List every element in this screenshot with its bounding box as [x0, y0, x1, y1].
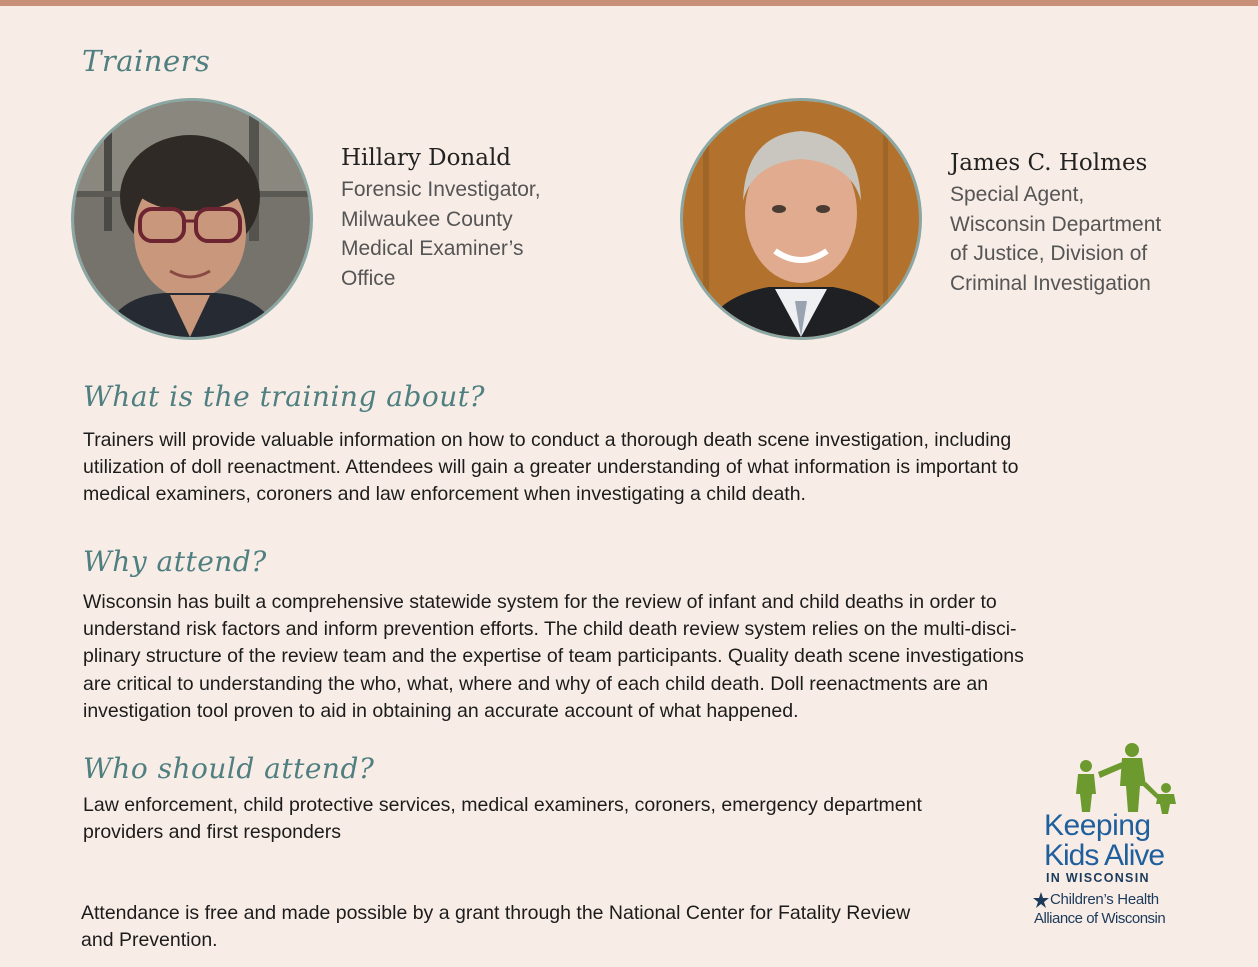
who-should-attend-heading: Who should attend? [83, 752, 375, 785]
paragraph-line: understand risk factors and inform prevention efforts. The child death review system relies on the multi-disci- [83, 618, 1017, 641]
paragraph-line: utilization of doll reenactment. Attendees will gain a greater understanding of what information is important to [83, 456, 1019, 479]
trainer-title-line: Medical Examiner’s [341, 237, 524, 260]
keeping-kids-alive-logo [1028, 742, 1198, 937]
portrait-man-icon [683, 101, 919, 337]
trainer-title-line: Milwaukee County [341, 207, 513, 231]
trainer-title [950, 180, 1161, 298]
attendance-note [81, 900, 910, 954]
logo-line-in-wisconsin: IN WISCONSIN [1046, 871, 1150, 885]
trainer-title-line: of Justice, Division of [950, 242, 1148, 265]
trainer-title [341, 175, 541, 293]
logo-line-childrens-health: Children’s Health [1050, 891, 1159, 908]
paragraph-line: are critical to understanding the who, what, where and why of each child death. Doll reenactments are an [83, 672, 989, 695]
why-attend-heading: Why attend? [83, 545, 267, 578]
logo-line-kids-alive: Kids Alive [1044, 839, 1165, 872]
about-heading: What is the training about? [83, 380, 486, 413]
trainer-title-line: Wisconsin Department [950, 212, 1162, 236]
top-border-rule [0, 0, 1258, 6]
paragraph-line: Law enforcement, child protective services, medical examiners, coroners, emergency department [83, 794, 922, 816]
logo-line-keeping: Keeping [1044, 809, 1151, 842]
paragraph-line: providers and first responders [83, 821, 341, 844]
paragraph-line: Wisconsin has built a comprehensive statewide system for the review of infant and child deaths in order to [83, 591, 997, 613]
who-should-attend-paragraph [83, 792, 922, 846]
paragraph-line: Attendance is free and made possible by a grant through the National Center for Fatality Review [81, 902, 911, 924]
star-figure-icon [1032, 891, 1050, 909]
trainers-heading: Trainers [82, 44, 211, 78]
hillary-donald-photo [71, 98, 313, 340]
trainer-title-line: Special Agent, [950, 183, 1085, 206]
paragraph-line: and Prevention. [81, 929, 218, 952]
about-paragraph [83, 427, 1018, 509]
trainer-title-line: Criminal Investigation [950, 271, 1151, 295]
trainer-title-line: Office [341, 266, 396, 290]
james-holmes-photo [680, 98, 922, 340]
paragraph-line: plinary structure of the review team and the expertise of team participants. Quality death scene investigations [83, 645, 1024, 668]
family-figures-icon [1068, 742, 1188, 814]
portrait-woman-icon [74, 101, 310, 337]
paragraph-line: investigation tool proven to aid in obtaining an accurate account of what happened. [83, 699, 799, 722]
trainer-name: Hillary Donald [341, 145, 512, 171]
trainer-title-line: Forensic Investigator, [341, 178, 541, 201]
trainer-name: James C. Holmes [950, 150, 1148, 176]
paragraph-line: Trainers will provide valuable information on how to conduct a thorough death scene investigation, including [83, 429, 1012, 451]
why-attend-paragraph [83, 589, 1024, 725]
logo-line-alliance: Alliance of Wisconsin [1034, 910, 1166, 927]
paragraph-line: medical examiners, coroners and law enforcement when investigating a child death. [83, 483, 806, 506]
